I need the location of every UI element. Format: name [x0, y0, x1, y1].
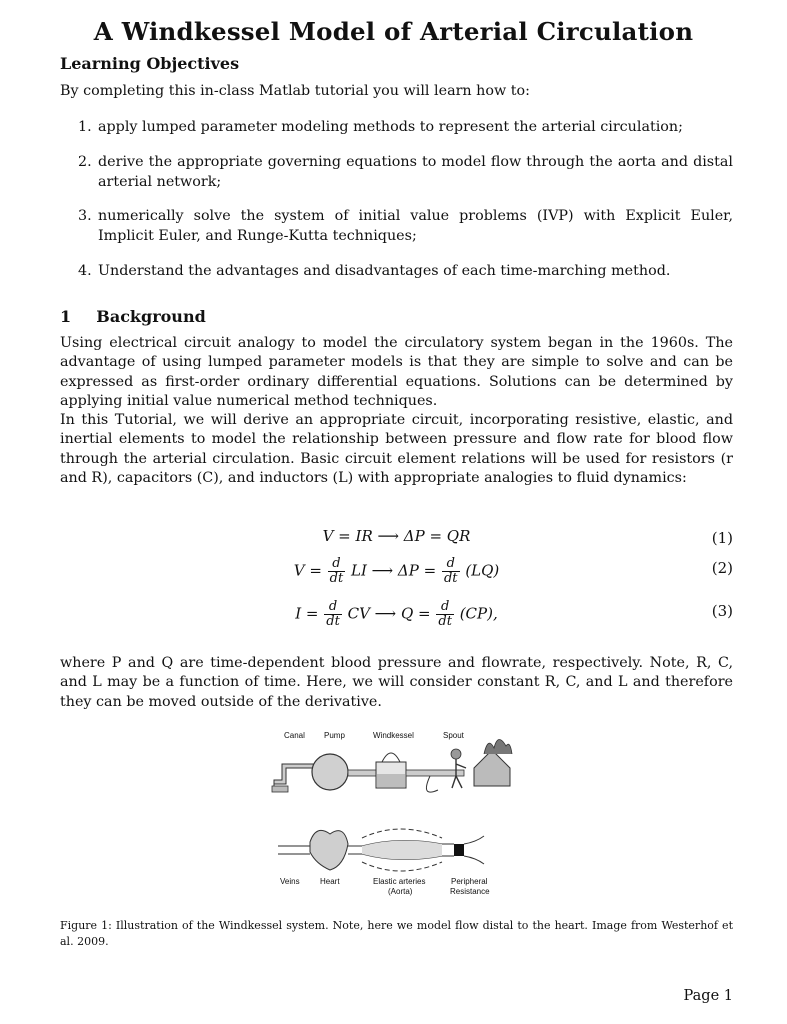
equation-3-body: I = $\frac{d}{dt}$ CV ⟶ Q = $\frac{d}{dt}$ (CP),: [295, 599, 498, 629]
background-paragraph-2: In this Tutorial, we will derive an appropriate circuit, incorporating resistive, elastic, and inertial elements to model the relationship between pressure and flow rate for blood flow through the arterial circulation. Basic circuit element relations will be used for resistors (r and R), capacitors (C), and inductors (L) with appropriate analogies to fluid dynamics:: [60, 412, 733, 486]
background-paragraph-3: where P and Q are time-dependent blood pressure and flowrate, respectively. Note, R, C, and L may be a function of time. Here, we will consider constant R, C, and L and therefore they can be moved outside of the derivative.: [60, 655, 733, 710]
figure-caption: Figure 1: Illustration of the Windkessel system. Note, here we model flow distal to the heart. Image from Westerhof et al. 2009.: [60, 919, 733, 948]
page-title: A Windkessel Model of Arterial Circulation: [93, 17, 694, 46]
windkessel-illustration: [270, 728, 530, 903]
item-text: apply lumped parameter modeling methods to represent the arterial circulation;: [98, 119, 683, 135]
house-figure: [474, 750, 510, 786]
derivative-fraction: $\frac{d}{dt}$: [438, 599, 452, 629]
equation-1-body: V = IR ⟶ ΔP = QR: [322, 527, 471, 545]
label-resistance: Resistance: [450, 887, 490, 896]
item-text: derive the appropriate governing equations to model flow through the aorta and distal arterial network;: [98, 154, 733, 190]
item-number: 1.: [78, 119, 92, 135]
section-number: 1: [60, 307, 72, 326]
item-number: 4.: [78, 263, 92, 279]
derivative-fraction: $\frac{d}{dt}$: [329, 556, 344, 586]
label-pump: Pump: [324, 731, 345, 740]
section-title: Background: [96, 307, 206, 326]
item-text: Understand the advantages and disadvantages of each time-marching method.: [98, 263, 671, 279]
objective-item: [78, 152, 733, 192]
pump-shape: [312, 754, 348, 790]
objective-item: [78, 206, 733, 246]
equation-3: [60, 594, 733, 630]
equation-2-tag: (2): [711, 559, 733, 577]
label-elastic-arteries: Elastic arteries: [373, 877, 426, 886]
equation-3-tag: (3): [711, 602, 733, 620]
aorta-shape: [362, 840, 442, 859]
label-spout: Spout: [443, 731, 464, 740]
windkessel-figure: [270, 728, 530, 903]
person-figure: [451, 749, 461, 759]
derivative-fraction: $\frac{d}{dt}$: [326, 599, 340, 629]
heart-shape: [310, 830, 348, 870]
equation-2-body: V = $\frac{d}{dt}$ LI ⟶ ΔP = $\frac{d}{dt}$ (LQ): [293, 556, 500, 586]
label-windkessel: Windkessel: [373, 731, 414, 740]
item-number: 3.: [78, 208, 92, 224]
derivative-fraction: $\frac{d}{dt}$: [443, 556, 458, 586]
equation-1-tag: (1): [711, 529, 733, 547]
label-aorta: (Aorta): [388, 887, 413, 896]
item-text: numerically solve the system of initial value problems (IVP) with Explicit Euler, Implicit Euler, and Runge-Kutta techniques;: [98, 208, 733, 244]
peripheral-resistance: [454, 844, 464, 856]
learning-objectives-heading: Learning Objectives: [60, 54, 240, 73]
item-number: 2.: [78, 154, 92, 170]
canal-shape: [274, 764, 314, 788]
label-peripheral: Peripheral: [451, 877, 488, 886]
objective-item: [78, 261, 733, 281]
page-number: Page 1: [683, 988, 733, 1004]
objective-item: [78, 117, 733, 137]
background-paragraph-1: Using electrical circuit analogy to model the circulatory system began in the 1960s. The advantage of using lumped parameter models is that they are simple to solve and can be expressed as first-order ordinary differential equations. Solutions can be determined by applying initial value numerical method techniques.: [60, 335, 733, 409]
label-heart: Heart: [320, 877, 340, 886]
label-veins: Veins: [280, 877, 300, 886]
equation-2: [60, 551, 733, 587]
section-heading-background: [60, 307, 206, 326]
label-canal: Canal: [284, 731, 305, 740]
objectives-intro: By completing this in-class Matlab tutorial you will learn how to:: [60, 83, 530, 99]
